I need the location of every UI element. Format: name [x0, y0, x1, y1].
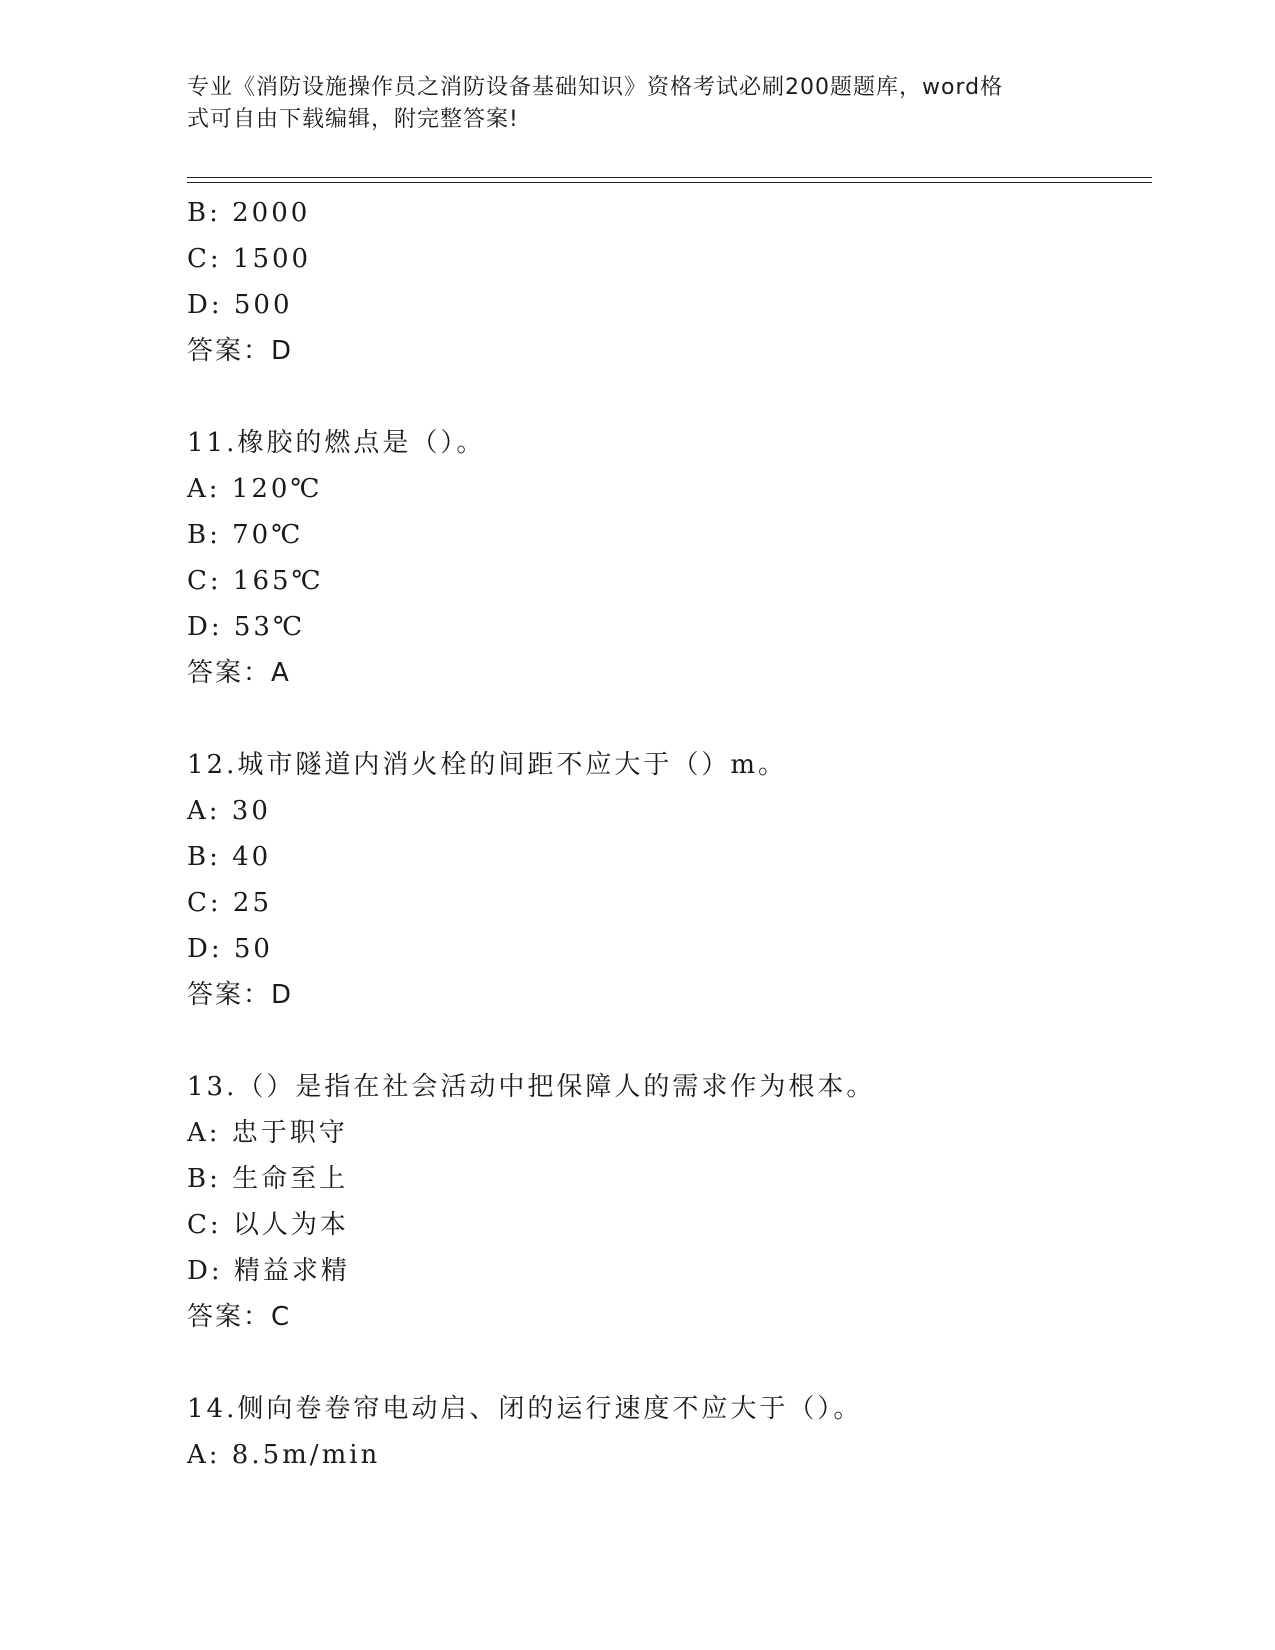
question-stem: 12.城市隧道内消火栓的间距不应大于（）m。: [187, 750, 788, 780]
option-c: C: 25: [187, 888, 273, 918]
option-c: C: 165℃: [187, 566, 324, 596]
question-block-12: [187, 742, 1152, 1018]
question-stem: 13.（）是指在社会活动中把保障人的需求作为根本。: [187, 1072, 876, 1102]
spacer: [187, 1340, 1152, 1386]
option-b: B: 生命至上: [187, 1164, 349, 1194]
spacer: [187, 374, 1152, 420]
option-d: D: 500: [187, 290, 293, 320]
option-b: B: 40: [187, 842, 272, 872]
option-c: C: 以人为本: [187, 1210, 349, 1240]
option-d: D: 精益求精: [187, 1256, 350, 1286]
header-divider-top: [187, 177, 1152, 178]
option-a: A: 忠于职守: [187, 1118, 348, 1148]
document-header: [187, 72, 1067, 136]
option-d: D: 50: [187, 934, 273, 964]
option-b: B: 2000: [187, 198, 311, 228]
question-stem: 11.橡胶的燃点是（）。: [187, 428, 486, 458]
option-c: C: 1500: [187, 244, 312, 274]
question-block-11: [187, 420, 1152, 696]
option-a: A: 120℃: [187, 474, 323, 504]
header-divider-bottom: [187, 182, 1152, 183]
answer-label: 答案：D: [187, 980, 294, 1010]
option-b: B: 70℃: [187, 520, 304, 550]
option-d: D: 53℃: [187, 612, 306, 642]
spacer: [187, 1018, 1152, 1064]
spacer: [187, 696, 1152, 742]
answer-label: 答案：D: [187, 336, 294, 366]
question-list: [187, 190, 1152, 1478]
question-block-10: [187, 190, 1152, 374]
answer-label: 答案：C: [187, 1302, 292, 1332]
option-a: A: 30: [187, 796, 271, 826]
header-line-2: 式可自由下载编辑，附完整答案!: [187, 107, 519, 132]
question-stem: 14.侧向卷卷帘电动启、闭的运行速度不应大于（）。: [187, 1394, 863, 1424]
option-a: A: 8.5m/min: [187, 1440, 381, 1470]
question-block-13: [187, 1064, 1152, 1340]
header-line-1: 专业《消防设施操作员之消防设备基础知识》资格考试必刷200题题库，word格: [187, 75, 1004, 100]
question-block-14: [187, 1386, 1152, 1478]
answer-label: 答案：A: [187, 658, 291, 688]
